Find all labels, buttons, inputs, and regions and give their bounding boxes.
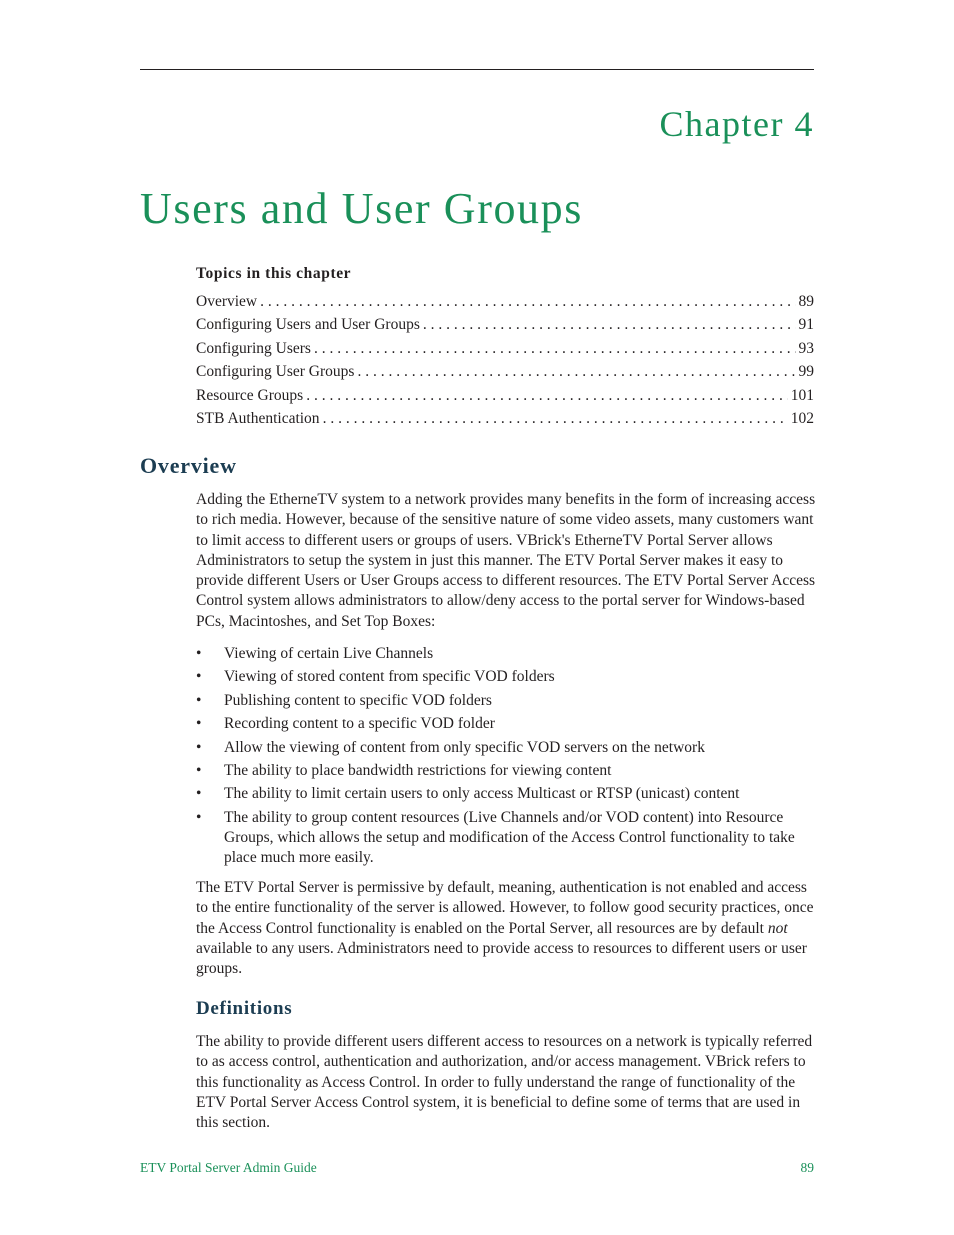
toc-entry-page: 91: [798, 316, 814, 334]
list-item: [196, 644, 816, 664]
overview-paragraph-1: Adding the EtherneTV system to a network provides many benefits in the form of increasing access to rich media. However, because of the sensitive nature of some video assets, many customers want to limit access to different users or groups of users. VBrick's EtherneTV Portal Server allows Administrators to setup the system in just this manner. The ETV Portal Server makes it easy to provide different Users or User Groups access to different resources. The ETV Portal Server Access Control system allows administrators to allow/deny access to the portal server for Windows-based PCs, Macintoshes, and Set Top Boxes:: [196, 491, 816, 630]
toc-leader-dots: [314, 340, 796, 358]
toc-entry-stb-authentication[interactable]: [196, 410, 814, 433]
emphasis-text: not: [767, 919, 788, 937]
footer-page-number: 89: [800, 1160, 814, 1175]
toc-leader-dots: [306, 387, 788, 405]
toc-entry-label: Configuring User Groups: [196, 363, 355, 381]
access-control-feature-list: [196, 644, 816, 872]
list-item: [196, 738, 816, 758]
list-item: [196, 667, 816, 687]
toc-entry-overview[interactable]: [196, 293, 814, 316]
bullet-icon: •: [196, 668, 202, 686]
overview-paragraph-2: [196, 878, 816, 979]
toc-entry-label: Configuring Users and User Groups: [196, 316, 420, 334]
list-item: [196, 761, 816, 781]
toc-entry-page: 89: [798, 293, 814, 310]
bullet-icon: •: [196, 785, 202, 803]
list-item: [196, 784, 816, 804]
bullet-icon: •: [196, 691, 202, 709]
toc-heading: Topics in this chapter: [196, 265, 352, 282]
list-item-text: The ability to limit certain users to only access Multicast or RTSP (unicast) content: [224, 785, 740, 803]
list-item-text: Viewing of stored content from specific VOD folders: [224, 668, 555, 686]
definitions-heading: Definitions: [196, 998, 293, 1019]
toc-entry-label: Overview: [196, 293, 258, 310]
toc-entry-page: 102: [790, 409, 814, 427]
overview-heading: Overview: [140, 453, 237, 478]
toc-leader-dots: [323, 410, 788, 428]
toc-entry-label: Resource Groups: [196, 386, 304, 404]
table-of-contents: [196, 293, 814, 433]
paragraph-text: The ETV Portal Server is permissive by default, meaning, authentication is not enabled and access to the entire functionality of the server is allowed. However, to follow good security practices, once the Access Control functionality is enabled on the Portal Server, all resources are by default: [196, 879, 814, 937]
toc-entry-page: 99: [798, 363, 814, 381]
toc-entry-page: 93: [798, 339, 814, 357]
toc-entry-page: 101: [790, 386, 814, 404]
list-item-text: Recording content to a specific VOD folder: [224, 715, 495, 733]
list-item: [196, 808, 816, 869]
bullet-icon: •: [196, 738, 202, 756]
footer-guide-title: ETV Portal Server Admin Guide: [140, 1160, 317, 1175]
list-item-text: The ability to place bandwidth restrictions for viewing content: [224, 761, 612, 779]
toc-leader-dots: [423, 316, 796, 334]
toc-entry-configuring-user-groups[interactable]: [196, 363, 814, 386]
toc-leader-dots: [357, 363, 795, 381]
list-item-text: The ability to group content resources (Live Channels and/or VOD content) into Resource Groups, which allows the setup and modification of the Access Control functionality to take place much more easily.: [224, 808, 795, 867]
toc-entry-configuring-users[interactable]: [196, 340, 814, 363]
toc-entry-configuring-users-and-user-groups[interactable]: [196, 316, 814, 339]
toc-entry-resource-groups[interactable]: [196, 387, 814, 410]
bullet-icon: •: [196, 715, 202, 733]
toc-entry-label: STB Authentication: [196, 409, 320, 427]
toc-leader-dots: [260, 293, 795, 311]
list-item: [196, 691, 816, 711]
header-rule: [140, 69, 814, 70]
chapter-title: Users and User Groups: [140, 184, 583, 233]
bullet-icon: •: [196, 808, 202, 826]
chapter-label: Chapter 4: [659, 104, 814, 144]
paragraph-text: available to any users. Administrators need to provide access to resources to different users or user groups.: [196, 939, 807, 978]
bullet-icon: •: [196, 761, 202, 779]
list-item-text: Viewing of certain Live Channels: [224, 645, 434, 662]
list-item-text: Allow the viewing of content from only specific VOD servers on the network: [224, 738, 705, 756]
toc-entry-label: Configuring Users: [196, 339, 311, 357]
list-item: [196, 714, 816, 734]
definitions-paragraph: The ability to provide different users different access to resources on a network is typically referred to as access control, authentication and authorization, and/or access management. VBrick refers to this functionality as Access Control. In order to fully understand the range of functionality of the ETV Portal Server Access Control system, it is beneficial to define some of terms that are used in this section.: [196, 1033, 813, 1132]
bullet-icon: •: [196, 645, 202, 662]
list-item-text: Publishing content to specific VOD folders: [224, 691, 492, 709]
